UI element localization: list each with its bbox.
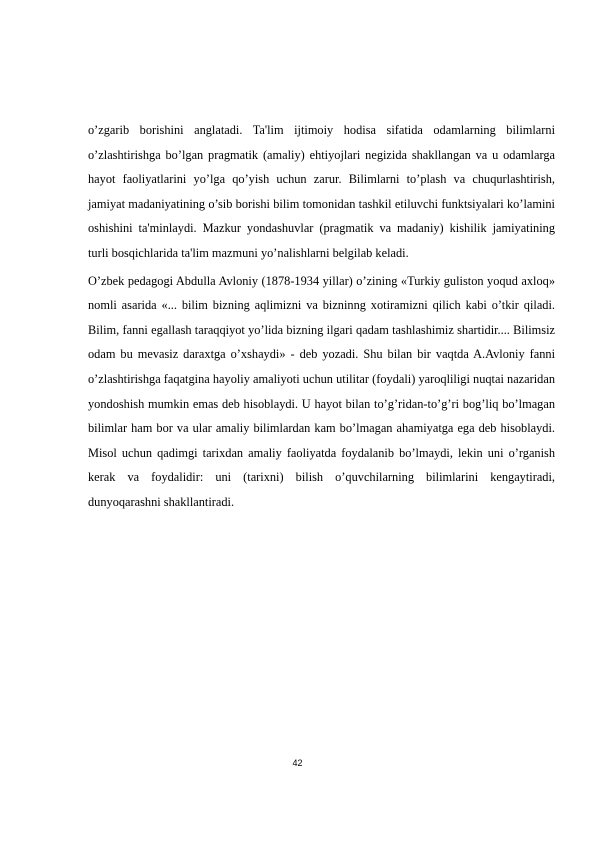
page-number: 42 (292, 758, 303, 768)
paragraph: O’zbek pedagogi Abdulla Avloniy (1878-1934 yillar) o’zining «Turkiy guliston yoqud axloq» nomli asarida «... bilim bizning aqlimizni va bizninng xotiramizni qilich kabi o’tkir qiladi. Bilim, fanni egallash taraqqiyot yo’lida bizning ilgari qadam tashlashimiz shartidir.... Bilimsiz odam bu mevasiz daraxtga o’xshaydi» - deb yozadi. Shu bilan bir vaqtda A.Avloniy fanni o’zlashtirishga faqatgina hayoliy amaliyoti uchun utilitar (foydali) yaroqliligi nuqtai nazaridan yondoshish mumkin emas deb hisoblaydi. U hayot bilan to’g’ridan-to’g’ri bog’liq bo’lmagan bilimlar ham bor va ular amaliy bilimlardan kam bo’lmagan ahamiyatga ega deb hisoblaydi. Misol uchun qadimgi tarixdan amaliy faoliyatda foydalanib bo’lmaydi, lekin uni o’rganish kerak va foydalidir: uni (tarixni) bilish o’quvchilarning bilimlarini kengaytiradi, dunyoqarashni shakllantiradi. (88, 273, 555, 509)
paragraph: o’zgarib borishini anglatadi. Ta'lim ijtimoiy hodisa sifatida odamlarning bilimlarni o’zlashtirishga bo’lgan pragmatik (amaliy) ehtiyojlari negizida shakllangan va u odamlarga hayot faoliyatlarini yo’lga qo’yish uchun zarur. Bilimlarni to’plash va chuqurlashtirish, jamiyat madaniyatining o’sib borishi bilim tomonidan tashkil etiluvchi funktsiyalari ko’lamini oshishini ta'minlaydi. Mazkur yondashuvlar (pragmatik va madaniy) kishilik jamiyatining turli bosqichlarida ta'lim mazmuni yo’nalishlarni belgilab keladi. (88, 123, 555, 260)
body-text (88, 118, 555, 515)
